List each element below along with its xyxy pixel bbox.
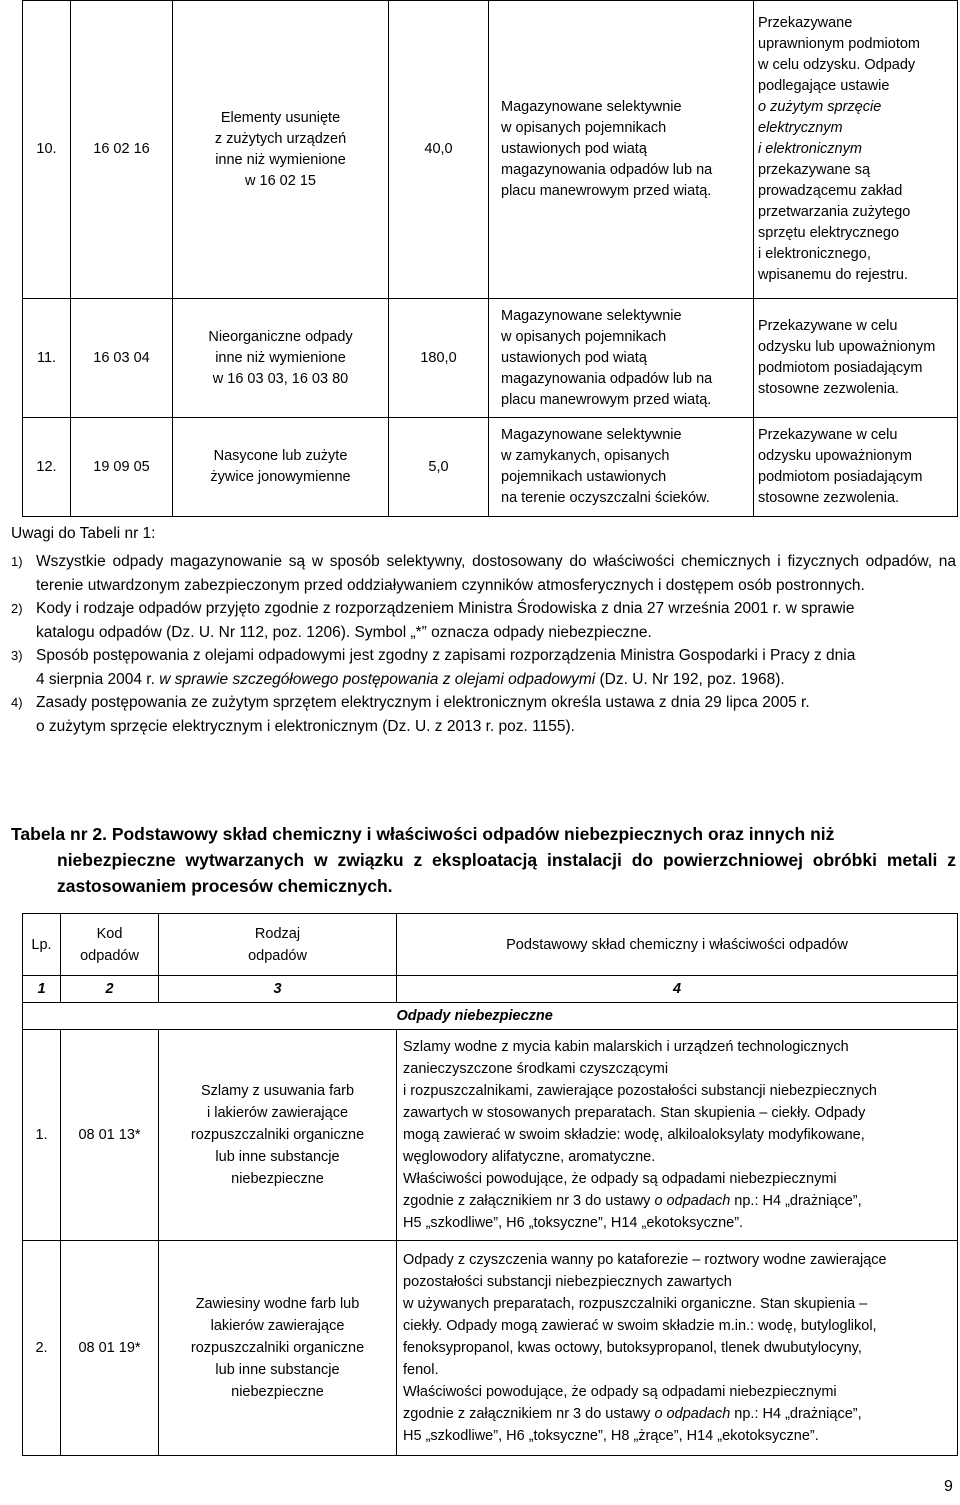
row-code: 16 03 04 bbox=[71, 299, 173, 418]
row-code: 08 01 19* bbox=[61, 1241, 159, 1456]
row-composition: Szlamy wodne z mycia kabin malarskich i urządzeń technologicznych zanieczyszczone środkami czyszczącymi i rozpuszczalnikami, zawierające pozostałości substancji niebezpiecznych zawartych w stosowanych preparatach. Stan skupienia – ciekły. Odpady mogą zawierać w swoim składzie: wodę, alkiloaloksylaty modyfikowane, węglowodory alifatyczne, aromatyczne. Właściwości powodujące, że odpady są odpadami niebezpiecznymi zgodnie z załącznikiem nr 3 do ustawy o odpadach np.: H4 „drażniące”, H5 „szkodliwe”, H6 „toksyczne”, H14 „ekotoksyczne”. bbox=[397, 1030, 958, 1241]
column-number-row bbox=[23, 976, 958, 1003]
notes-list bbox=[11, 550, 956, 738]
row-lp: 2. bbox=[23, 1241, 61, 1456]
header-composition: Podstawowy skład chemiczny i właściwości odpadów bbox=[397, 914, 958, 976]
table-row bbox=[23, 299, 958, 418]
row-composition: Odpady z czyszczenia wanny po kataforezie – roztwory wodne zawierające pozostałości substancji niebezpiecznych zawartych w używanych preparatach, rozpuszczalniki organiczne. Stan skupienia – ciekły. Odpady mogą zawierać w swoim składzie m.in.: wodę, butyloglikol, fenoksypropanol, kwas octowy, butoksypropanol, tlenek dwubutylocyny, fenol. Właściwości powodujące, że odpady są odpadami niebezpiecznymi zgodnie z załącznikiem nr 3 do ustawy o odpadach np.: H4 „drażniące”, H5 „szkodliwe”, H6 „toksyczne”, H8 „żrące”, H14 „ekotoksyczne”. bbox=[397, 1241, 958, 1456]
row-code: 16 02 16 bbox=[71, 1, 173, 299]
note-item: 4) Zasady postępowania ze zużytym sprzętem elektrycznym i elektronicznym określa ustawa z dnia 29 lipca 2005 r. o zużytym sprzęcie elektrycznym i elektronicznym (Dz. U. z 2013 r. poz. 1155). bbox=[11, 694, 810, 735]
header-name: Rodzaj odpadów bbox=[159, 914, 397, 976]
col-num: 1 bbox=[23, 976, 61, 1003]
waste-table-1 bbox=[22, 0, 958, 517]
row-handling: Przekazywane w celu odzysku lub upoważnionym podmiotom posiadającym stosowne zezwolenia. bbox=[754, 299, 958, 418]
row-lp: 11. bbox=[23, 299, 71, 418]
row-name: Elementy usunięte z zużytych urządzeń inne niż wymienione w 16 02 15 bbox=[173, 1, 389, 299]
col-num: 4 bbox=[397, 976, 958, 1003]
row-qty: 180,0 bbox=[389, 299, 489, 418]
table-header bbox=[23, 914, 958, 976]
row-qty: 5,0 bbox=[389, 418, 489, 517]
header-code: Kod odpadów bbox=[61, 914, 159, 976]
col-num: 2 bbox=[61, 976, 159, 1003]
row-name: Zawiesiny wodne farb lub lakierów zawierające rozpuszczalniki organiczne lub inne substancje niebezpieczne bbox=[159, 1241, 397, 1456]
note-item: 3) Sposób postępowania z olejami odpadowymi jest zgodny z zapisami rozporządzenia Ministra Gospodarki i Pracy z dnia 4 sierpnia 2004 r. w sprawie szczegółowego postępowania z olejami odpadowymi (Dz. U. Nr 192, poz. 1968). bbox=[11, 647, 856, 688]
row-name: Nasycone lub zużyte żywice jonowymienne bbox=[173, 418, 389, 517]
note-item: 1) Wszystkie odpady magazynowanie są w sposób selektywny, dostosowany do właściwości chemicznych i fizycznych odpadów, na terenie utwardzonym zabezpieczonym przed oddziaływaniem czynników atmosferycznych i dostępem osób postronnych. bbox=[11, 553, 956, 594]
row-code: 08 01 13* bbox=[61, 1030, 159, 1241]
section-title: Odpady niebezpieczne bbox=[397, 1003, 958, 1030]
col-num: 3 bbox=[159, 976, 397, 1003]
table-row bbox=[23, 418, 958, 517]
row-lp: 10. bbox=[23, 1, 71, 299]
row-storage: Magazynowane selektywnie w opisanych pojemnikach ustawionych pod wiatą magazynowania odpadów lub na placu manewrowym przed wiatą. bbox=[489, 299, 754, 418]
table-row bbox=[23, 1241, 958, 1456]
notes-title: Uwagi do Tabeli nr 1: bbox=[11, 525, 156, 542]
page-number: 9 bbox=[944, 1478, 953, 1495]
note-item: 2) Kody i rodzaje odpadów przyjęto zgodnie z rozporządzeniem Ministra Środowiska z dnia 27 września 2001 r. w sprawie katalogu odpadów (Dz. U. Nr 112, poz. 1206). Symbol „*” oznacza odpady niebezpieczne. bbox=[11, 600, 855, 641]
row-qty: 40,0 bbox=[389, 1, 489, 299]
row-lp: 12. bbox=[23, 418, 71, 517]
table-row bbox=[23, 1, 958, 299]
row-storage: Magazynowane selektywnie w zamykanych, opisanych pojemnikach ustawionych na terenie oczyszczalni ścieków. bbox=[489, 418, 754, 517]
table-2-heading: Tabela nr 2. Podstawowy skład chemiczny i właściwości odpadów niebezpiecznych oraz innych niż niebezpieczne wytwarzanych w związku z eksploatacją instalacji do powierzchniowej obróbki metali z zastosowaniem procesów chemicznych. bbox=[11, 824, 956, 896]
section-row bbox=[23, 1003, 958, 1030]
row-storage: Magazynowane selektywnie w opisanych pojemnikach ustawionych pod wiatą magazynowania odpadów lub na placu manewrowym przed wiatą. bbox=[489, 1, 754, 299]
row-name: Nieorganiczne odpady inne niż wymienione w 16 03 03, 16 03 80 bbox=[173, 299, 389, 418]
waste-table-2 bbox=[22, 913, 958, 1456]
row-name: Szlamy z usuwania farb i lakierów zawierające rozpuszczalniki organiczne lub inne substancje niebezpieczne bbox=[159, 1030, 397, 1241]
row-handling: Przekazywane uprawnionym podmiotom w celu odzysku. Odpady podlegające ustawie o zużytym sprzęcie elektrycznym i elektronicznym przekazywane są prowadzącemu zakład przetwarzania zużytego sprzętu elektrycznego i elektronicznego, wpisanemu do rejestru. bbox=[754, 1, 958, 299]
header-lp: Lp. bbox=[23, 914, 61, 976]
row-code: 19 09 05 bbox=[71, 418, 173, 517]
table-row bbox=[23, 1030, 958, 1241]
row-handling: Przekazywane w celu odzysku upoważnionym podmiotom posiadającym stosowne zezwolenia. bbox=[754, 418, 958, 517]
row-lp: 1. bbox=[23, 1030, 61, 1241]
